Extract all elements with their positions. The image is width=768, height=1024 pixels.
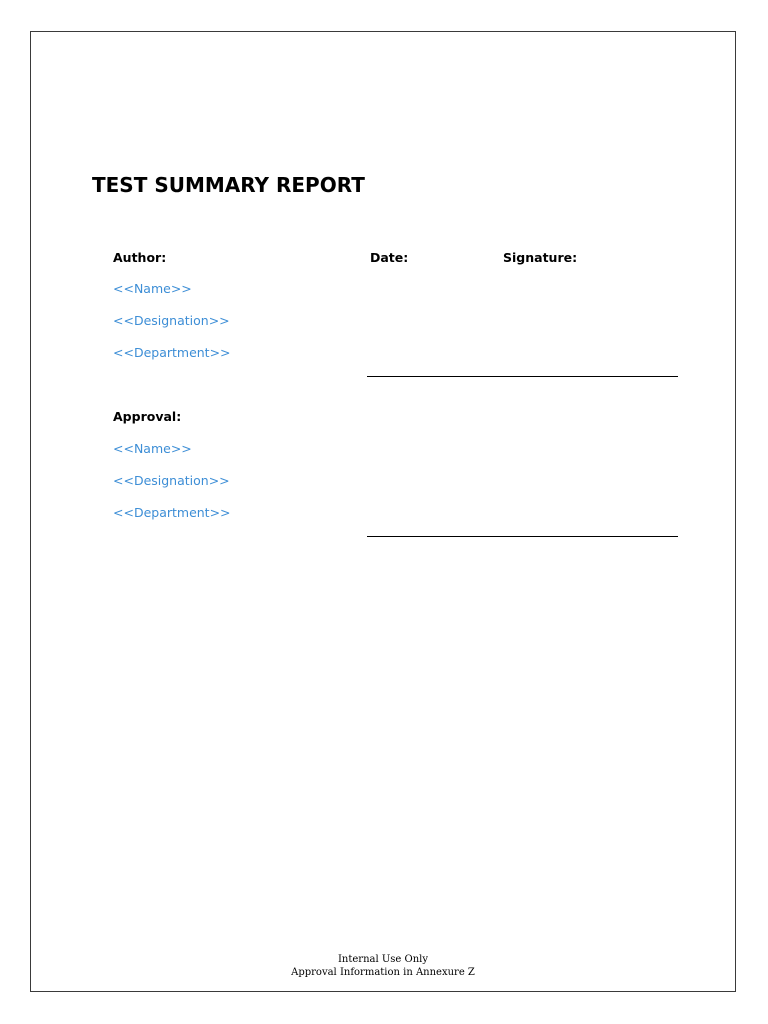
footer-approval-info: Approval Information in Annexure Z [291,967,475,978]
document-page [30,31,736,992]
author-name-placeholder: <<Name>> [113,281,192,296]
approval-department-placeholder: <<Department>> [113,505,231,520]
author-department-placeholder: <<Department>> [113,345,231,360]
signature-label: Signature: [503,250,578,265]
approval-label: Approval: [113,409,182,424]
date-label: Date: [370,250,409,265]
approval-name-placeholder: <<Name>> [113,441,192,456]
approval-designation-placeholder: <<Designation>> [113,473,230,488]
author-signature-line [367,376,678,377]
page-title: TEST SUMMARY REPORT [92,173,365,197]
author-designation-placeholder: <<Designation>> [113,313,230,328]
author-label: Author: [113,250,167,265]
approval-signature-line [367,536,678,537]
footer-internal-use: Internal Use Only [337,954,429,965]
